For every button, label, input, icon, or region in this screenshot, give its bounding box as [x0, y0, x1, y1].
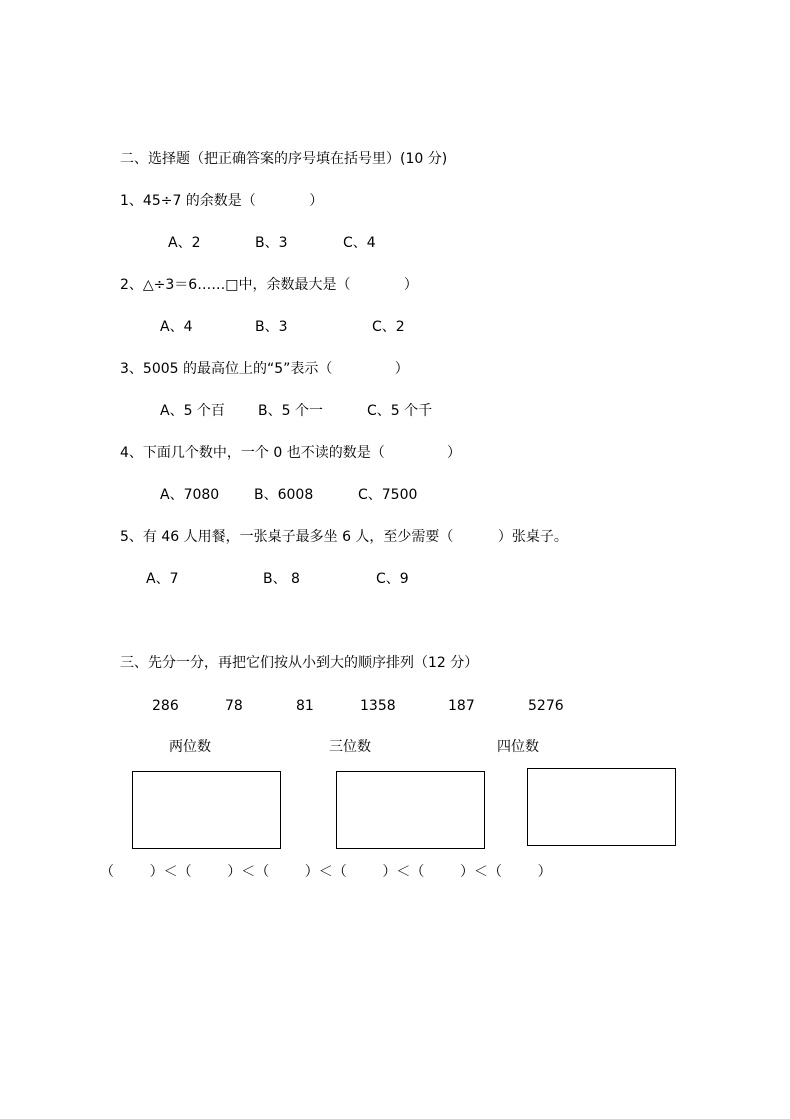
- q4-option-b: B、6008: [254, 487, 314, 503]
- question-4: 4、下面几个数中，一个 0 也不读的数是（ ）: [120, 445, 462, 461]
- question-5: 5、有 46 人用餐，一张桌子最多坐 6 人，至少需要（ ）张桌子。: [120, 529, 568, 545]
- q3-option-b: B、5 个一: [258, 403, 323, 419]
- q1-option-b: B、3: [255, 235, 288, 251]
- question-3: 3、5005 的最高位上的“5”表示（ ）: [120, 361, 409, 377]
- q1-option-c: C、4: [343, 235, 376, 251]
- four-digit-label: 四位数: [497, 739, 539, 755]
- q4-option-a: A、7080: [160, 487, 220, 503]
- three-digit-answer-box[interactable]: [336, 771, 485, 849]
- q5-option-a: A、7: [146, 571, 179, 587]
- three-digit-label: 三位数: [329, 739, 371, 755]
- q3-option-a: A、5 个百: [160, 403, 225, 419]
- number-item: 78: [225, 698, 243, 714]
- section-2-title: 二、选择题（把正确答案的序号填在括号里）(10 分): [120, 151, 448, 167]
- question-1: 1、45÷7 的余数是（ ）: [120, 193, 324, 209]
- q2-option-a: A、4: [160, 319, 193, 335]
- two-digit-label: 两位数: [169, 739, 211, 755]
- four-digit-answer-box[interactable]: [527, 768, 676, 846]
- q4-option-c: C、7500: [358, 487, 418, 503]
- two-digit-answer-box[interactable]: [132, 771, 281, 849]
- number-item: 1358: [360, 698, 396, 714]
- q5-option-c: C、9: [376, 571, 409, 587]
- q2-option-c: C、2: [372, 319, 405, 335]
- ordering-line: （ ）＜（ ）＜（ ）＜（ ）＜（ ）＜（ ）: [100, 864, 552, 880]
- number-item: 286: [152, 698, 179, 714]
- number-item: 5276: [528, 698, 564, 714]
- section-3-title: 三、先分一分，再把它们按从小到大的顺序排列（12 分）: [120, 655, 479, 671]
- number-item: 187: [448, 698, 475, 714]
- number-item: 81: [296, 698, 314, 714]
- q2-option-b: B、3: [255, 319, 288, 335]
- q5-option-b: B、 8: [263, 571, 300, 587]
- question-2: 2、△÷3＝6……□中，余数最大是（ ）: [120, 277, 418, 293]
- q3-option-c: C、5 个千: [367, 403, 433, 419]
- q1-option-a: A、2: [168, 235, 201, 251]
